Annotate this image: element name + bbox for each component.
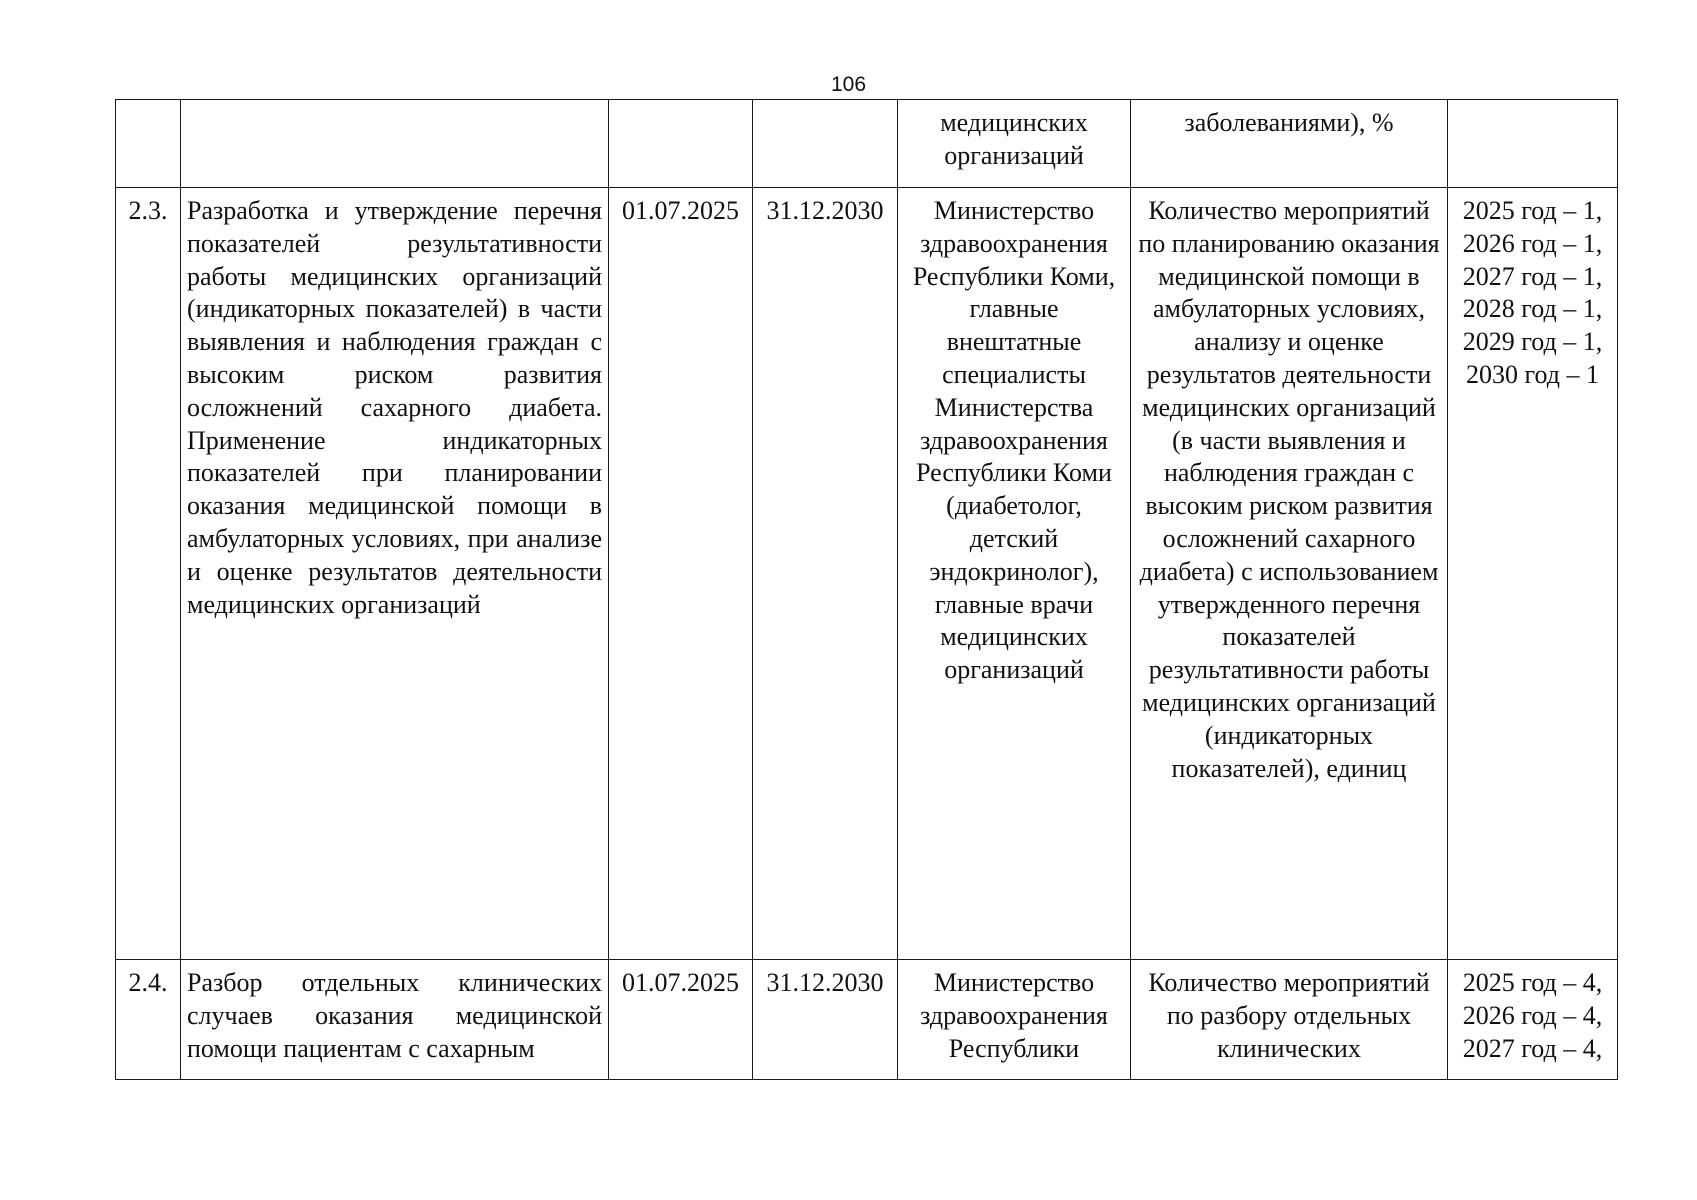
target-line: 2025 год – 1,	[1462, 196, 1603, 225]
responsible-cell: Министерство здравоохранения Республики	[898, 960, 1131, 1080]
start-date-cell: 01.07.2025	[609, 960, 753, 1080]
table-row-continuation	[116, 100, 1618, 188]
table-row-2-4	[116, 960, 1618, 1080]
row-number-cell: 2.3.	[116, 188, 181, 960]
indicator-cell: заболеваниями), %	[1131, 100, 1448, 188]
target-line: 2026 год – 1,	[1462, 228, 1603, 258]
activity-description-cell: Разработка и утверждение перечня показателей результативности работы медицинских организаций (индикаторных показателей) в части выявления и наблюдения граждан с высоким риском развития осложнений сахарного диабета. Применение индикаторных показателей при планировании оказания медицинской помощи в амбулаторных условиях, при анализе и оценке результатов деятельности медицинских организаций	[181, 188, 609, 960]
responsible-cell: медицинских организаций	[898, 100, 1131, 188]
target-line: 2026 год – 4,	[1462, 1000, 1603, 1030]
targets-cell	[1448, 100, 1618, 188]
targets-cell	[1448, 960, 1618, 1080]
start-date-cell: 01.07.2025	[609, 188, 753, 960]
end-date-cell	[753, 100, 898, 188]
activity-description-cell	[181, 100, 609, 188]
end-date-cell: 31.12.2030	[753, 188, 898, 960]
target-line: 2027 год – 1,	[1462, 261, 1603, 291]
table-row-2-3	[116, 188, 1618, 960]
end-date-cell: 31.12.2030	[753, 960, 898, 1080]
start-date-cell	[609, 100, 753, 188]
target-line: 2025 год – 4,	[1462, 968, 1603, 997]
target-line: 2029 год – 1,	[1462, 327, 1603, 357]
plan-table	[115, 99, 1618, 1080]
responsible-cell: Министерство здравоохранения Республики Коми, главные внештатные специалисты Министерства здравоохранения Республики Коми (диабетолог, детский эндокринолог), главные врачи медицинских организаций	[898, 188, 1131, 960]
indicator-cell: Количество мероприятий по планированию оказания медицинской помощи в амбулаторных условиях, анализу и оценке результатов деятельности медицинских организаций (в части выявления и наблюдения граждан с высоким риском развития осложнений сахарного диабета) с использованием утвержденного перечня показателей результативности работы медицинских организаций (индикаторных показателей), единиц	[1131, 188, 1448, 960]
indicator-cell: Количество мероприятий по разбору отдельных клинических	[1131, 960, 1448, 1080]
targets-cell	[1448, 188, 1618, 960]
target-line: 2030 год – 1	[1466, 359, 1599, 389]
row-number-cell	[116, 100, 181, 188]
target-line: 2028 год – 1,	[1462, 294, 1603, 324]
activity-description-cell: Разбор отдельных клинических случаев оказания медицинской помощи пациентам с сахарным	[181, 960, 609, 1080]
target-line: 2027 год – 4,	[1462, 1033, 1603, 1063]
row-number-cell: 2.4.	[116, 960, 181, 1080]
page-number: 106	[830, 73, 867, 96]
